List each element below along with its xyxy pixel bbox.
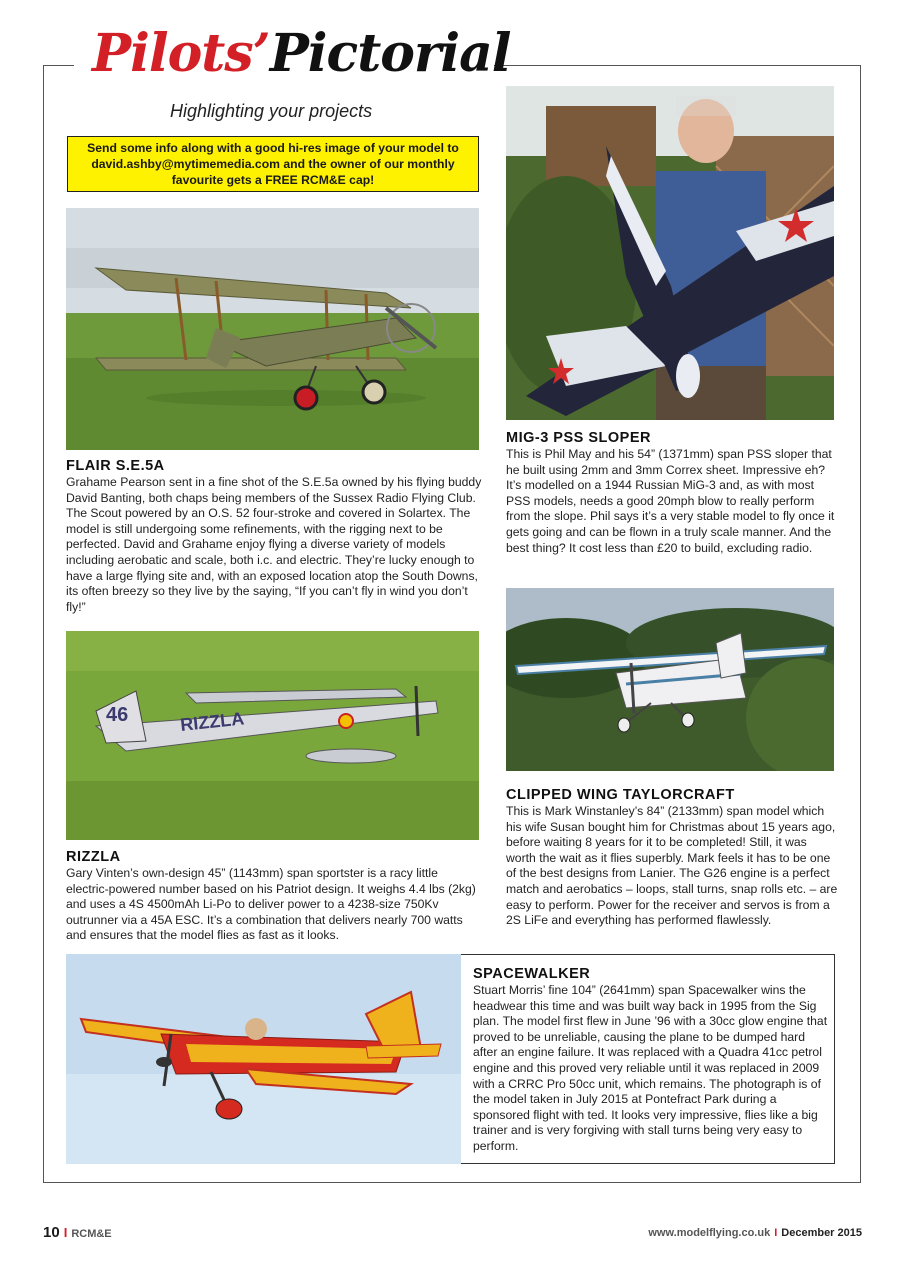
- spacewalker-photo: [66, 954, 461, 1164]
- footer-right: [648, 1227, 862, 1239]
- flair-heading: FLAIR S.E.5A: [66, 458, 165, 474]
- spacewalker-heading: SPACEWALKER: [473, 966, 591, 982]
- website-link[interactable]: www.modelflying.co.uk: [648, 1227, 771, 1239]
- spacewalker-body: Stuart Morris’ fine 104” (2641mm) span Spacewalker wins the headwear this time and was built way back in 1995 from the Sig plan. The model first flew in June ’96 with a 30cc glow engine that proved to be unreliable, causing the plane to be dumped hard after an engine failure. It was replaced with a Quadra 41cc petrol engine and this proved very reliable until it was replaced in 2009 with a CRRC Pro 50cc unit, which remains. The photograph is of the model taken in July 2015 at Pontefract Park during a sponsored flight with ted. It looks very impressive, flies like a big trainer and is very forgiving with stall turns being very easy to perform.: [473, 983, 828, 1153]
- plane-number: 46: [106, 704, 129, 726]
- title-part-1: Pilots’: [92, 23, 270, 84]
- rizzla-photo: [66, 631, 479, 840]
- taylorcraft-heading: CLIPPED WING TAYLORCRAFT: [506, 787, 735, 803]
- submission-callout: Send some info along with a good hi-res image of your model to david.ashby@mytimemedia.com and the owner of our monthly favourite gets a FREE RCM&E cap!: [67, 136, 479, 192]
- title-part-2: Pictorial: [269, 23, 511, 84]
- mig3-photo: [506, 86, 834, 420]
- footer-left: [43, 1224, 112, 1241]
- se5a-photo: [66, 208, 479, 450]
- page-subtitle: Highlighting your projects: [170, 101, 373, 121]
- footer-separator-right: I: [774, 1227, 778, 1239]
- mig3-heading: MIG-3 PSS SLOPER: [506, 430, 651, 446]
- footer-separator-left: I: [63, 1225, 68, 1240]
- magazine-name: RCM&E: [71, 1228, 112, 1240]
- taylorcraft-photo: [506, 588, 834, 771]
- taylorcraft-body: This is Mark Winstanley’s 84” (2133mm) span model which his wife Susan bought him for Christmas about 15 years ago, before waiting 8 years for it to be completed! Still, it was worth the wait as it flies superbly. Mark feels it has to be one of the best designs from Lanier. The G26 engine is a perfect match and aerobatics – loops, stall turns, snap rolls etc. – are easy to perform. Power for the receiver and servos is from a 2S LiFe and everything has performed flawlessly.: [506, 804, 838, 928]
- page-number: 10: [43, 1224, 60, 1241]
- mig3-body: This is Phil May and his 54” (1371mm) span PSS sloper that he built using 2mm and 3mm Correx sheet. Impressive eh? It’s modelled on a 1944 Russian MiG-3 and, as with most PSS models, needs a good 20mph blow to really perform from the slope. Phil says it’s a very stable model to fly once it gets going and can be flown in a truly scale manner. And the best thing? It cost less than £20 to build, excluding radio.: [506, 447, 835, 555]
- flair-body: Grahame Pearson sent in a fine shot of the S.E.5a owned by his flying buddy David Banting, both chaps being members of the Sussex Radio Flying Club. The Scout powered by an O.S. 52 four-stroke and covered in Solartex. The model is still undergoing some refinements, with the rigging next to be perfected. David and Grahame enjoy flying a diverse variety of models including aerobatic and scale, both i.c. and electric. They’re lucky enough to have a large flying site and, with an exposed location atop the South Downs, its often breezy so they live by the saying, “If you can’t fly in wind you don’t fly!”: [66, 475, 482, 614]
- rizzla-body: Gary Vinten’s own-design 45” (1143mm) span sportster is a racy little electric-powered number based on his Patriot design. It weighs 4.4 lbs (2kg) and uses a 4S 4500mAh Li-Po to deliver power to a 4238-size 750Kv outrunner via a 45A ESC. It’s a combination that delivers nearly 700 watts and ensures that the model flies as fast as it looks.: [66, 866, 476, 943]
- page-title: [92, 23, 511, 84]
- issue-date: December 2015: [781, 1227, 862, 1239]
- plane-logo: RIZZLA: [179, 708, 246, 735]
- rizzla-heading: RIZZLA: [66, 849, 121, 865]
